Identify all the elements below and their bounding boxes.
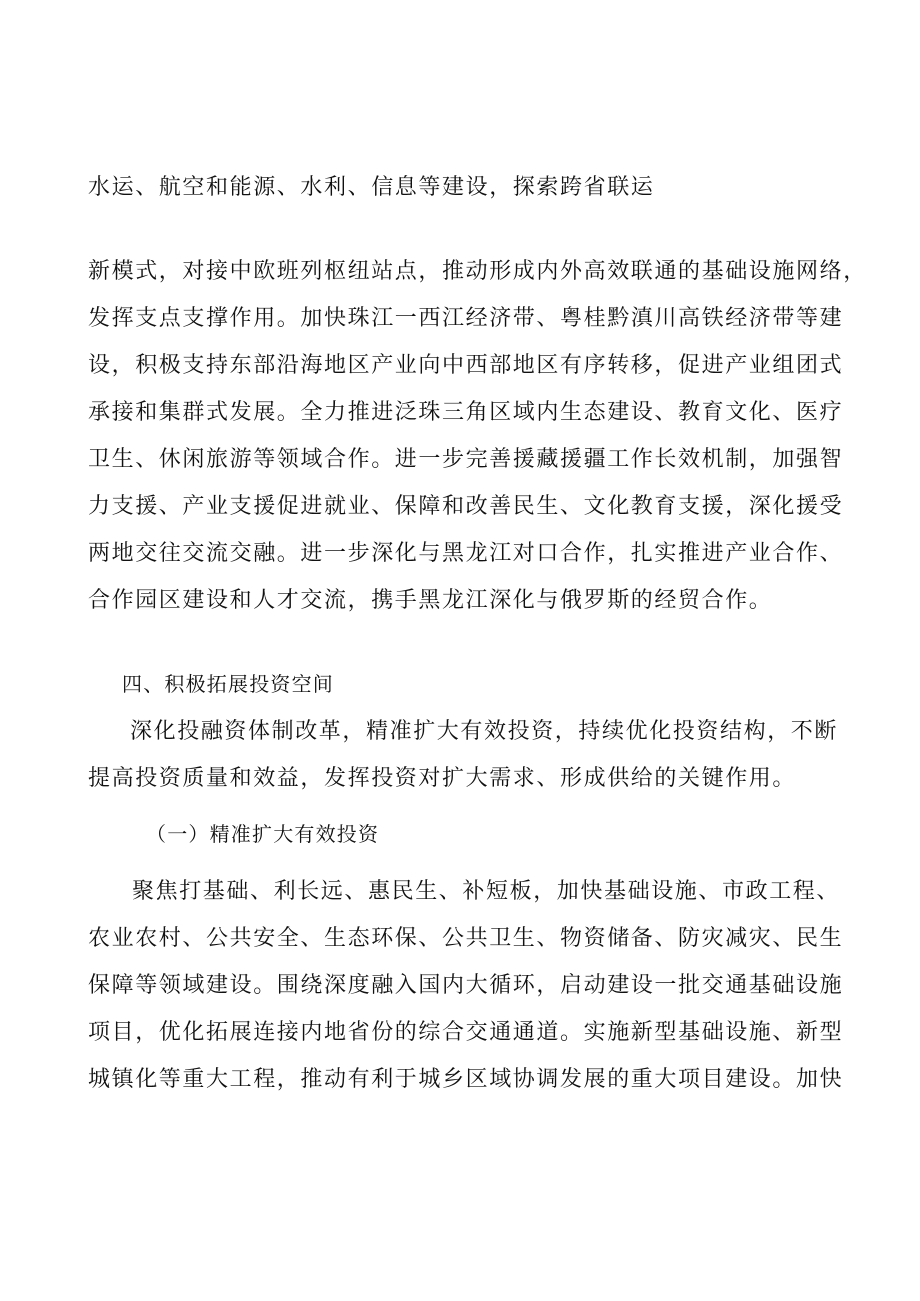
text-line: 提高投资质量和效益，发挥投资对扩大需求、形成供给的关键作用。 xyxy=(88,766,797,791)
text-line: 承接和集群式发展。全力推进泛珠三角区域内生态建设、教育文化、医疗 xyxy=(88,400,844,425)
text-line: 保障等领域建设。围绕深度融入国内大循环，启动建设一批交通基础设施 xyxy=(88,973,844,998)
text-line: 新模式，对接中欧班列枢纽站点，推动形成内外高效联通的基础设施网络， xyxy=(88,259,867,284)
text-line: 项目，优化拓展连接内地省份的综合交通通道。实施新型基础设施、新型 xyxy=(88,1020,844,1045)
subsection-heading: （一）精准扩大有效投资 xyxy=(146,822,380,846)
text-line: 城镇化等重大工程，推动有利于城乡区域协调发展的重大项目建设。加快 xyxy=(88,1067,844,1092)
text-line: 合作园区建设和人才交流，携手黑龙江深化与俄罗斯的经贸合作。 xyxy=(88,588,773,613)
text-line: 发挥支点支撑作用。加快珠江一西江经济带、粤桂黔滇川高铁经济带等建 xyxy=(88,306,844,331)
text-line: 水运、航空和能源、水利、信息等建设，探索跨省联运 xyxy=(88,175,655,200)
section-heading: 四、积极拓展投资空间 xyxy=(122,672,334,696)
text-line: 卫生、休闲旅游等领域合作。进一步完善援藏援疆工作长效机制，加强智 xyxy=(88,447,844,472)
text-line: 两地交往交流交融。进一步深化与黑龙江对口合作，扎实推进产业合作、 xyxy=(88,541,844,566)
text-line: 深化投融资体制改革，精准扩大有效投资，持续优化投资结构，不断 xyxy=(130,719,839,744)
text-line: 力支援、产业支援促进就业、保障和改善民生、文化教育支援，深化援受 xyxy=(88,494,844,519)
text-line: 聚焦打基础、利长远、惠民生、补短板，加快基础设施、市政工程、 xyxy=(132,879,841,904)
text-line: 农业农村、公共安全、生态环保、公共卫生、物资储备、防灾减灾、民生 xyxy=(88,926,844,951)
text-line: 设，积极支持东部沿海地区产业向中西部地区有序转移，促进产业组团式 xyxy=(88,353,844,378)
